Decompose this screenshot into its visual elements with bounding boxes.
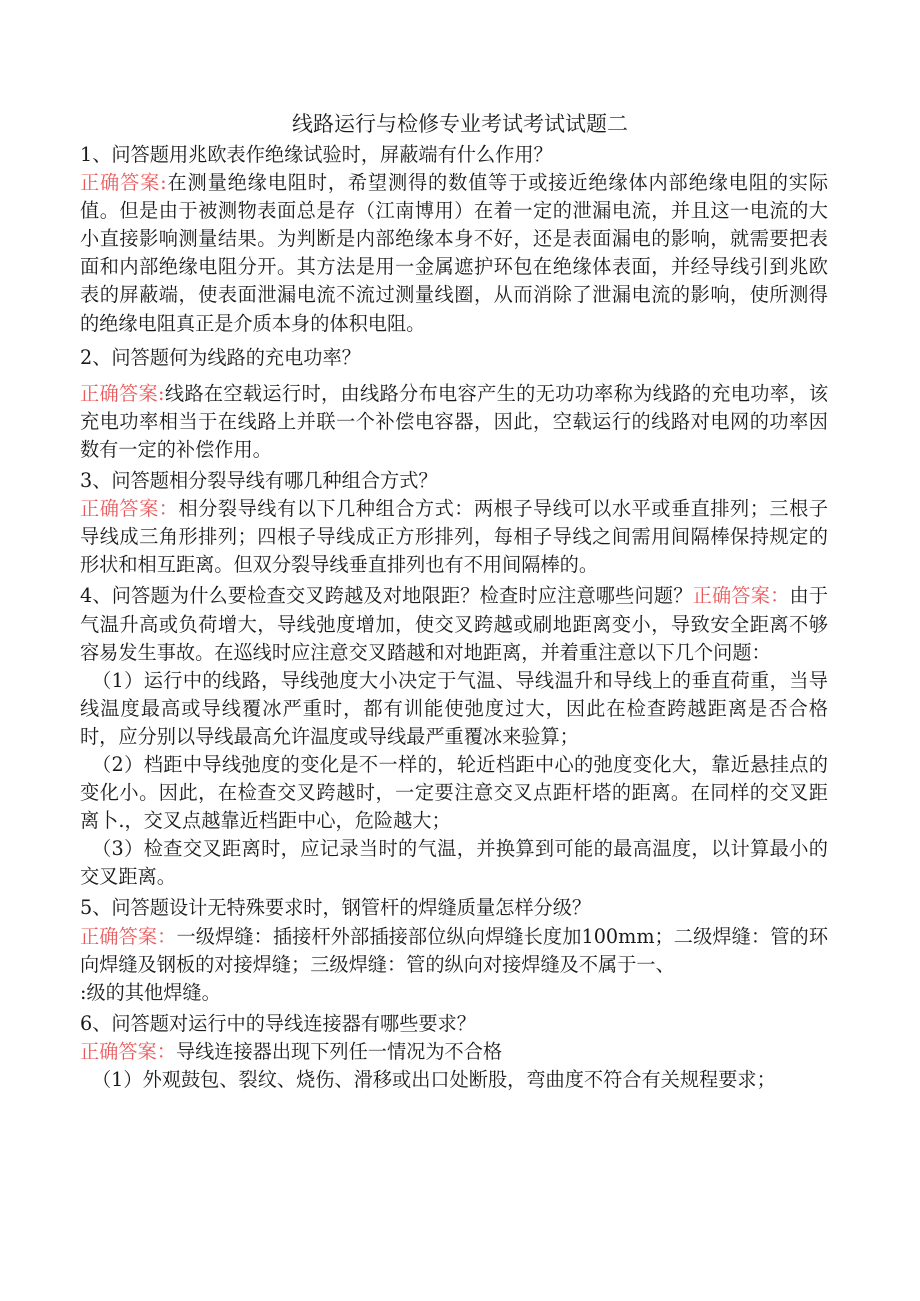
answer-label: 正确答案： xyxy=(80,497,179,521)
answer-2 xyxy=(80,380,828,464)
answer-1 xyxy=(80,169,828,338)
answer-6 xyxy=(80,1038,828,1066)
answer-5-continued: :级的其他焊缝。 xyxy=(80,980,221,1004)
answer-text: 相分裂导线有以下几种组合方式：两根子导线可以水平或垂直排列；三根子导线成三角形排列；四根子导线成正方形排列，每相子导线之间需用间隔棒保持规定的形状和相互距离。但双分裂导线垂直排列也有不用间隔棒的。 xyxy=(80,497,829,577)
answer-text: 导线连接器出现下列任一情况为不合格 xyxy=(175,1039,503,1063)
answer-label: 正确答 xyxy=(692,584,751,608)
question-3: 3、问答题相分裂导线有哪几种组合方式？ xyxy=(80,469,438,493)
answer-4-item-1: （1）运行中的线路，导线弛度大小决定于气温、导线温升和导线上的垂直荷重，当导线温度最高或导线覆冰严重时，都有训能使弛度过大，因此在检查跨越距离是否合格时，应分别以导线最高允许温度或导线最严重覆冰来验算； xyxy=(80,668,828,748)
question-4 xyxy=(80,582,828,666)
answer-label: 正确答案： xyxy=(80,1039,176,1063)
answer-6-item-1: （1）外观鼓包、裂纹、烧伤、滑移或出口处断股，弯曲度不符合有关规程要求； xyxy=(92,1068,776,1091)
answer-text: 一级焊缝：插接杆外部插接部位纵向焊缝长度加100mm；二级焊缝：管的环向焊缝及钢板的对接焊缝；三级焊缝：管的纵向对接焊缝及不属于一、 xyxy=(80,924,829,976)
answer-label: 正确答案： xyxy=(80,924,177,948)
answer-label: 案： xyxy=(750,584,790,608)
answer-3 xyxy=(80,495,828,579)
question-5: 5、问答题设计无特殊要求时，钢管杆的焊缝质量怎样分级？ xyxy=(80,896,592,920)
answer-text: 线路在空载运行时，由线路分布电容产生的无功功率称为线路的充电功率，该充电功率相当于在线路上并联一个补偿电容器，因此，空载运行的线路对电网的功率因数有一定的补偿作用。 xyxy=(80,381,829,461)
answer-4-item-3: （3）检查交叉距离时，应记录当时的气温，并换算到可能的最高温度，以计算最小的交叉距离。 xyxy=(80,837,828,889)
answer-4-item-2: （2）档距中导线弛度的变化是不一样的，轮近档距中心的弛度变化大，靠近悬挂点的变化小。因此，在检查交叉跨越时，一定要注意交叉点距杆塔的距离。在同样的交叉距离卜.，交叉点越靠近档距中心，危险越大； xyxy=(80,752,828,833)
question-1: 1、问答题用兆欧表作绝缘试验时，屏蔽端有什么作用？ xyxy=(80,143,553,166)
question-6: 6、问答题对运行中的导线连接器有哪些要求？ xyxy=(80,1011,476,1035)
answer-text: 在测量绝缘电阻时，希望测得的数值等于或接近绝缘体内部绝缘电阻的实际值。但是由于被测物表面总是存（江南博用）在着一定的泄漏电流，并且这一电流的大小直接影响测量结果。为判断是内部绝缘本身不好，还是表面漏电的影响，就需要把表面和内部绝缘电阻分开。其方法是用一金属遮护环包在绝缘体表面，并经导线引到兆欧表的屏蔽端，使表面泄漏电流不流过测量线圈，从而消除了泄漏电流的影响，使所测得的绝缘电阻真正是介质本身的体积电阻。 xyxy=(80,171,829,335)
document-title: 线路运行与检修专业考试考试试题二 xyxy=(292,112,628,136)
answer-text: 由于气温升高或负荷增大，导线弛度增加，使交叉跨越或刷地距离变小，导致安全距离不够容易发生事故。在巡线时应注意交叉踏越和对地距离，并着重注意以下几个问题： xyxy=(80,584,829,664)
question-2: 2、问答题何为线路的充电功率？ xyxy=(80,345,361,369)
answer-label: 正确答案: xyxy=(80,381,165,405)
question-text: 4、问答题为什么要检查交叉跨越及对地限距？检查时应注意哪些问题？ xyxy=(80,584,693,608)
answer-label: 正确答案: xyxy=(80,171,167,195)
document-body xyxy=(80,138,828,1094)
answer-5 xyxy=(80,923,828,979)
